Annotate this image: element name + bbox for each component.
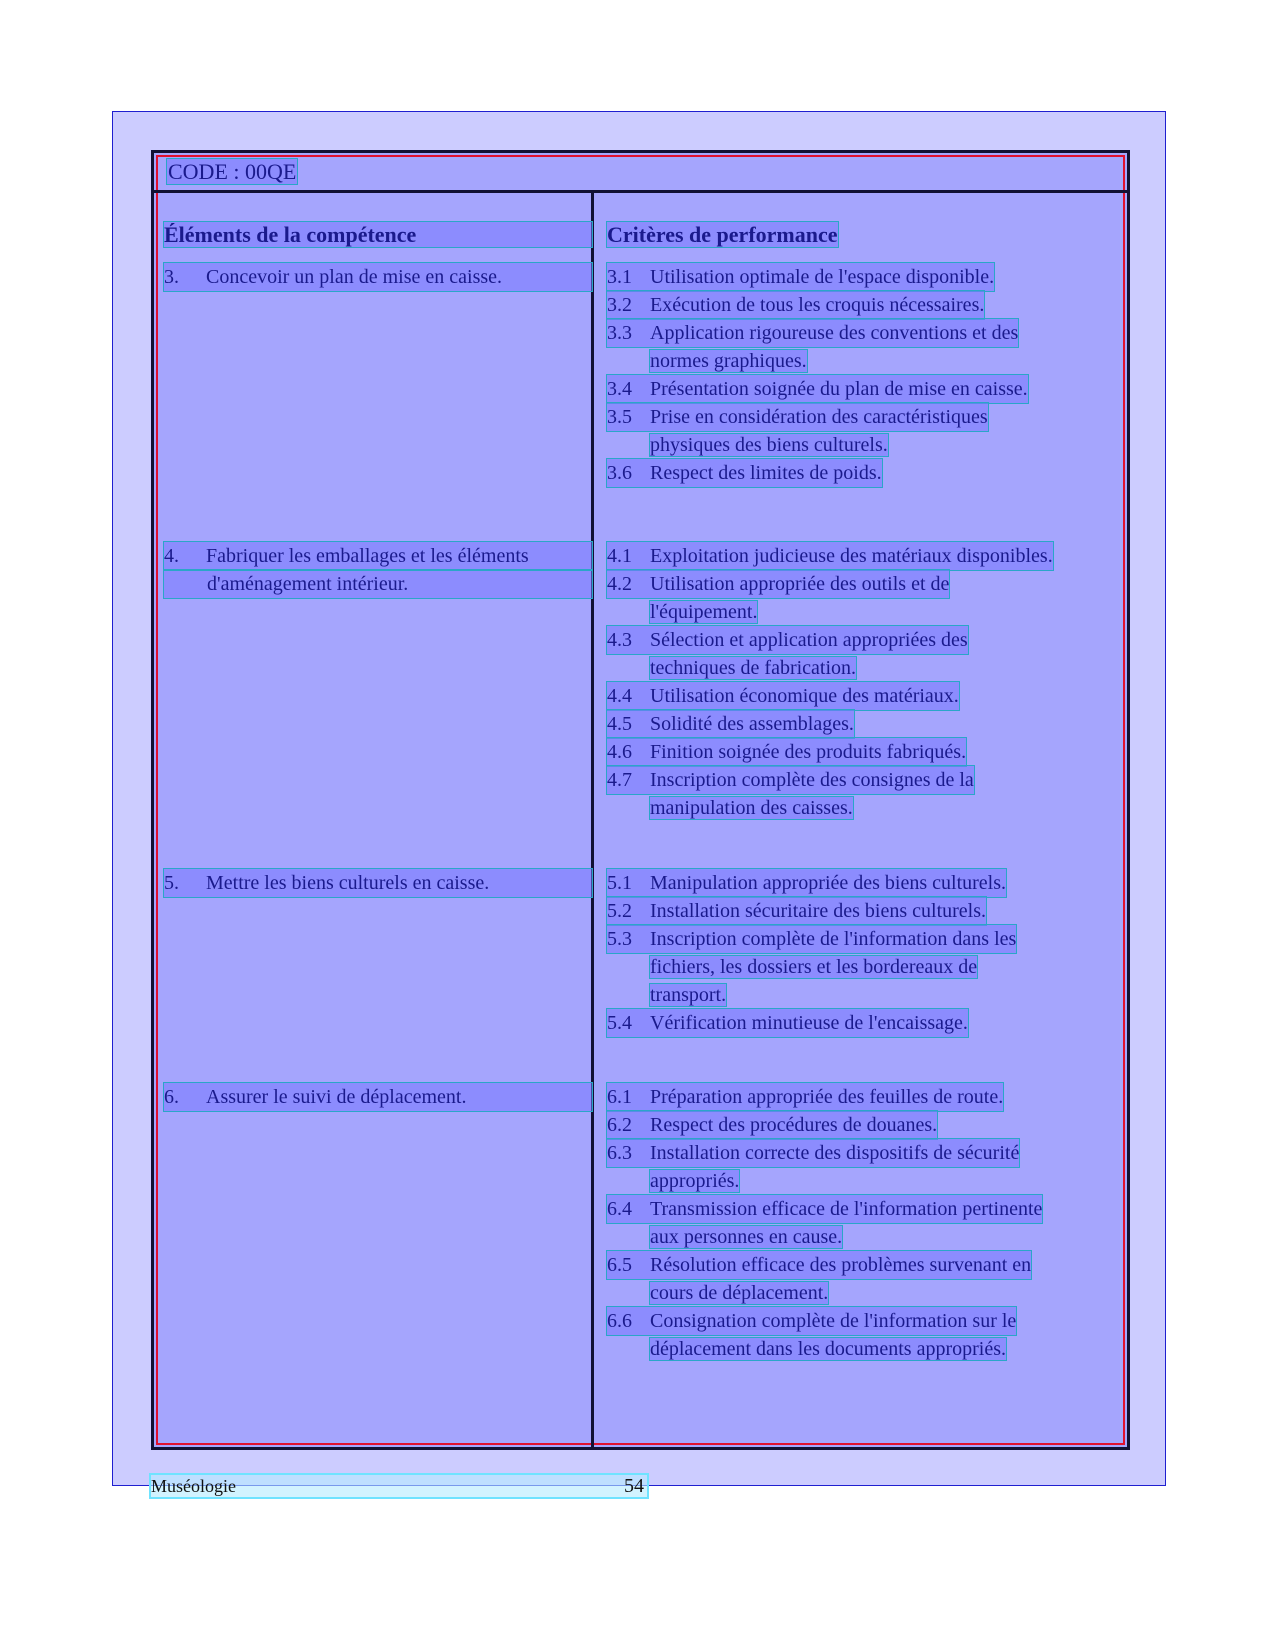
criterion-number: 3.4 bbox=[607, 378, 632, 400]
criterion-text: Présentation soignée du plan de mise en caisse. bbox=[650, 378, 1028, 400]
competence-code: CODE : 00QE bbox=[168, 159, 297, 184]
criteria-group bbox=[607, 869, 1087, 1037]
criterion-text: Installation sécuritaire des biens culturels. bbox=[650, 900, 987, 922]
criterion-text: Manipulation appropriée des biens culturels. bbox=[650, 872, 1007, 894]
element-number: 5. bbox=[164, 872, 179, 894]
criterion-text: aux personnes en cause. bbox=[650, 1226, 843, 1248]
criterion-number: 4.3 bbox=[607, 629, 632, 651]
criterion-number: 6.5 bbox=[607, 1254, 632, 1276]
criterion-number: 6.3 bbox=[607, 1142, 632, 1164]
element-item bbox=[164, 1083, 592, 1111]
criterion-text: techniques de fabrication. bbox=[650, 657, 857, 679]
header-criteria-label: Critères de performance bbox=[607, 222, 838, 247]
criterion-item bbox=[607, 263, 1087, 291]
criterion-item bbox=[607, 626, 1087, 682]
criterion-number: 5.3 bbox=[607, 928, 632, 950]
criterion-text: manipulation des caisses. bbox=[650, 797, 853, 819]
criteria-group bbox=[607, 1083, 1087, 1363]
element-number: 4. bbox=[164, 545, 179, 567]
criterion-number: 4.1 bbox=[607, 545, 632, 567]
criterion-text: Finition soignée des produits fabriqués. bbox=[650, 741, 967, 763]
page-footer bbox=[151, 1475, 647, 1497]
criterion-text: Consignation complète de l'information sur le bbox=[650, 1310, 1017, 1332]
criterion-number: 3.3 bbox=[607, 322, 632, 344]
header-criteria bbox=[607, 222, 838, 247]
criterion-item bbox=[607, 925, 1087, 1009]
criterion-item bbox=[607, 1111, 1087, 1139]
criterion-text: Inscription complète des consignes de la bbox=[650, 769, 974, 791]
criterion-number: 3.2 bbox=[607, 294, 632, 316]
criterion-number: 3.1 bbox=[607, 266, 632, 288]
criterion-item bbox=[607, 1195, 1087, 1251]
element-item bbox=[164, 869, 592, 897]
criterion-number: 6.4 bbox=[607, 1198, 632, 1220]
column-divider bbox=[591, 191, 594, 1447]
criterion-text: Respect des limites de poids. bbox=[650, 462, 882, 484]
criterion-item bbox=[607, 403, 1087, 459]
element-text: Fabriquer les emballages et les éléments bbox=[206, 545, 529, 567]
element-line bbox=[164, 542, 592, 570]
criterion-number: 5.4 bbox=[607, 1012, 632, 1034]
criterion-text: normes graphiques. bbox=[650, 350, 807, 372]
element-number: 6. bbox=[164, 1086, 179, 1108]
criterion-text: Exploitation judicieuse des matériaux disponibles. bbox=[650, 545, 1053, 567]
criterion-item bbox=[607, 459, 1087, 487]
element-item bbox=[164, 542, 592, 598]
criterion-number: 5.2 bbox=[607, 900, 632, 922]
criterion-item bbox=[607, 319, 1087, 375]
criterion-item bbox=[607, 375, 1087, 403]
element-line bbox=[164, 869, 592, 897]
criterion-text: l'équipement. bbox=[650, 601, 758, 623]
criterion-number: 3.5 bbox=[607, 406, 632, 428]
criteria-group bbox=[607, 542, 1087, 822]
criterion-text: Installation correcte des dispositifs de sécurité bbox=[650, 1142, 1020, 1164]
criterion-item bbox=[607, 1009, 1087, 1037]
criterion-text: Résolution efficace des problèmes survenant en bbox=[650, 1254, 1032, 1276]
criterion-item bbox=[607, 710, 1087, 738]
criterion-item bbox=[607, 291, 1087, 319]
element-line bbox=[164, 263, 592, 291]
footer-program-name: Muséologie bbox=[151, 1476, 236, 1496]
criterion-number: 6.1 bbox=[607, 1086, 632, 1108]
criterion-text: Sélection et application appropriées des bbox=[650, 629, 968, 651]
criterion-text: déplacement dans les documents appropriés. bbox=[650, 1338, 1006, 1360]
criterion-item bbox=[607, 897, 1087, 925]
criterion-number: 4.5 bbox=[607, 713, 632, 735]
criterion-number: 3.6 bbox=[607, 462, 632, 484]
element-text: Mettre les biens culturels en caisse. bbox=[206, 872, 490, 894]
criterion-text: Utilisation économique des matériaux. bbox=[650, 685, 959, 707]
criterion-text: Transmission efficace de l'information pertinente bbox=[650, 1198, 1043, 1220]
criterion-text: Exécution de tous les croquis nécessaires. bbox=[650, 294, 985, 316]
criterion-item bbox=[607, 570, 1087, 626]
criterion-text: Solidité des assemblages. bbox=[650, 713, 854, 735]
competence-table bbox=[151, 150, 1130, 1450]
criterion-text: cours de déplacement. bbox=[650, 1282, 829, 1304]
criterion-number: 5.1 bbox=[607, 872, 632, 894]
criterion-number: 6.6 bbox=[607, 1310, 632, 1332]
criterion-text: Respect des procédures de douanes. bbox=[650, 1114, 938, 1136]
criterion-item bbox=[607, 1083, 1087, 1111]
element-line bbox=[164, 1083, 592, 1111]
criterion-text: appropriés. bbox=[650, 1170, 740, 1192]
criterion-item bbox=[607, 1139, 1087, 1195]
criterion-item bbox=[607, 869, 1087, 897]
element-item bbox=[164, 263, 592, 291]
criterion-number: 4.2 bbox=[607, 573, 632, 595]
header-elements: Éléments de la compétence bbox=[164, 222, 592, 247]
code-row bbox=[154, 153, 1127, 193]
criterion-text: transport. bbox=[650, 984, 727, 1006]
criteria-group bbox=[607, 263, 1087, 487]
criterion-text: Préparation appropriée des feuilles de route. bbox=[650, 1086, 1004, 1108]
criterion-item bbox=[607, 682, 1087, 710]
criterion-text: fichiers, les dossiers et les bordereaux de bbox=[650, 956, 978, 978]
criterion-text: Vérification minutieuse de l'encaissage. bbox=[650, 1012, 968, 1034]
element-number: 3. bbox=[164, 266, 179, 288]
criterion-item bbox=[607, 1307, 1087, 1363]
criterion-number: 4.7 bbox=[607, 769, 632, 791]
criterion-number: 4.4 bbox=[607, 685, 632, 707]
criterion-item bbox=[607, 542, 1087, 570]
element-text: Concevoir un plan de mise en caisse. bbox=[206, 266, 503, 288]
page-number: 54 bbox=[624, 1475, 644, 1497]
element-text: Assurer le suivi de déplacement. bbox=[206, 1086, 467, 1108]
criterion-text: Utilisation appropriée des outils et de bbox=[650, 573, 950, 595]
criterion-item bbox=[607, 738, 1087, 766]
criterion-number: 6.2 bbox=[607, 1114, 632, 1136]
criterion-number: 4.6 bbox=[607, 741, 632, 763]
criterion-text: Inscription complète de l'information dans les bbox=[650, 928, 1017, 950]
criterion-item bbox=[607, 1251, 1087, 1307]
criterion-text: Application rigoureuse des conventions et des bbox=[650, 322, 1019, 344]
criterion-item bbox=[607, 766, 1087, 822]
criterion-text: physiques des biens culturels. bbox=[650, 434, 888, 456]
criterion-text: Utilisation optimale de l'espace disponible. bbox=[650, 266, 995, 288]
criterion-text: Prise en considération des caractéristiques bbox=[650, 406, 988, 428]
element-line: d'aménagement intérieur. bbox=[164, 570, 592, 598]
